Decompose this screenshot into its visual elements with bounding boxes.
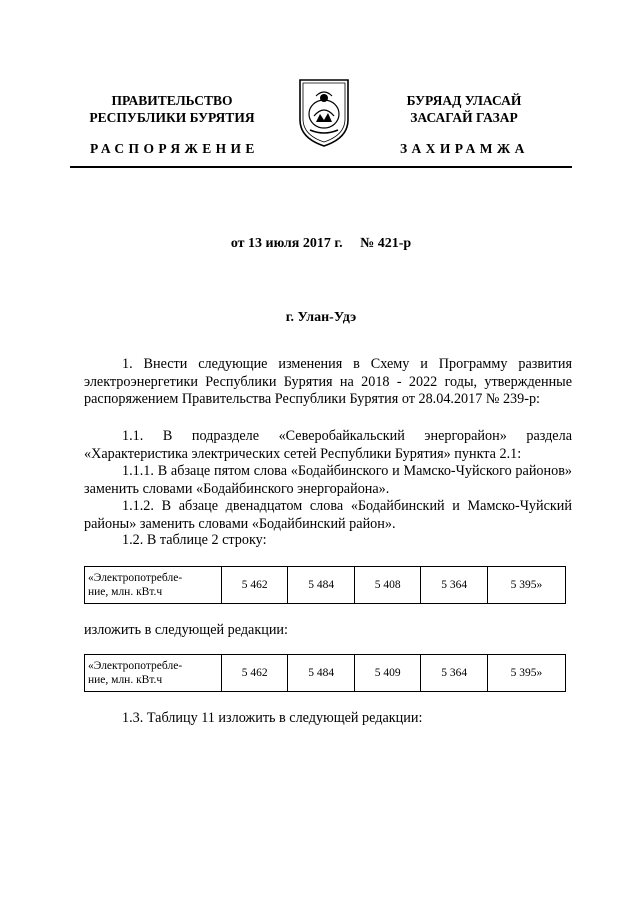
header-right-line2: ЗАСАГАЙ ГАЗАР — [410, 110, 518, 125]
table-value-cell: 5 462 — [222, 567, 288, 604]
paragraph-1-2: 1.2. В таблице 2 строку: — [122, 532, 267, 548]
header-right-line1: БУРЯАД УЛАСАЙ — [406, 93, 522, 108]
table-old-row — [84, 566, 566, 604]
table-value-cell: 5 364 — [421, 567, 487, 604]
paragraph-1-1: 1.1. В подразделе «Северобайкальский энергорайон» раздела «Характеристика электрических сетей Республики Бурятия» пункта 2.1: — [84, 428, 572, 462]
paragraph-1-1-2: 1.1.2. В абзаце двенадцатом слова «Бодайбинский и Мамско-Чуйский районы» заменить словами «Бодайбинский район». — [84, 498, 572, 532]
document-city: г. Улан-Удэ — [285, 310, 357, 325]
header-left-line1: ПРАВИТЕЛЬСТВО — [111, 93, 233, 108]
header-right-title: ЗАХИРАМЖА — [400, 141, 529, 156]
table-value-cell: 5 408 — [354, 567, 420, 604]
paragraph-1-1-1: 1.1.1. В абзаце пятом слова «Бодайбинского и Мамско-Чуйского районов» заменить словами «Бодайбинского энергорайона». — [84, 463, 572, 497]
paragraph-1-3: 1.3. Таблицу 11 изложить в следующей редакции: — [122, 710, 423, 726]
table-value-cell: 5 484 — [288, 567, 354, 604]
table-value-cell: 5 462 — [222, 655, 288, 692]
paragraph-1: 1. Внести следующие изменения в Схему и Программу развития электроэнергетики Республики Бурятия на 2018 - 2022 годы, утвержденные распоряжением Правительства Республики Бурятия от 28.04.2017 № 239-р: — [84, 356, 572, 407]
table-label-line2: ние, млн. кВт.ч — [88, 674, 163, 686]
header-left-block — [82, 92, 262, 126]
table-value-cell: 5 364 — [421, 655, 487, 692]
header-right-block — [378, 92, 550, 126]
table-label-cell — [85, 567, 222, 604]
table-row — [85, 655, 566, 692]
table-value-cell: 5 395» — [487, 567, 565, 604]
table-value-cell: 5 484 — [288, 655, 354, 692]
table-label-line1: «Электропотребле- — [88, 660, 183, 672]
table-new-row — [84, 654, 566, 692]
table-label-line2: ние, млн. кВт.ч — [88, 586, 163, 598]
header-left-line2: РЕСПУБЛИКИ БУРЯТИЯ — [89, 110, 255, 125]
coat-of-arms-icon — [296, 76, 352, 150]
table-label-cell — [85, 655, 222, 692]
table-row — [85, 567, 566, 604]
header-divider — [70, 166, 572, 168]
table-value-cell: 5 409 — [354, 655, 420, 692]
document-date-number: от 13 июля 2017 г. № 421-р — [230, 236, 412, 251]
table-value-cell: 5 395» — [487, 655, 565, 692]
table-label-line1: «Электропотребле- — [88, 572, 183, 584]
header-left-title: РАСПОРЯЖЕНИЕ — [90, 141, 259, 156]
paragraph-replace-intro: изложить в следующей редакции: — [84, 622, 288, 638]
